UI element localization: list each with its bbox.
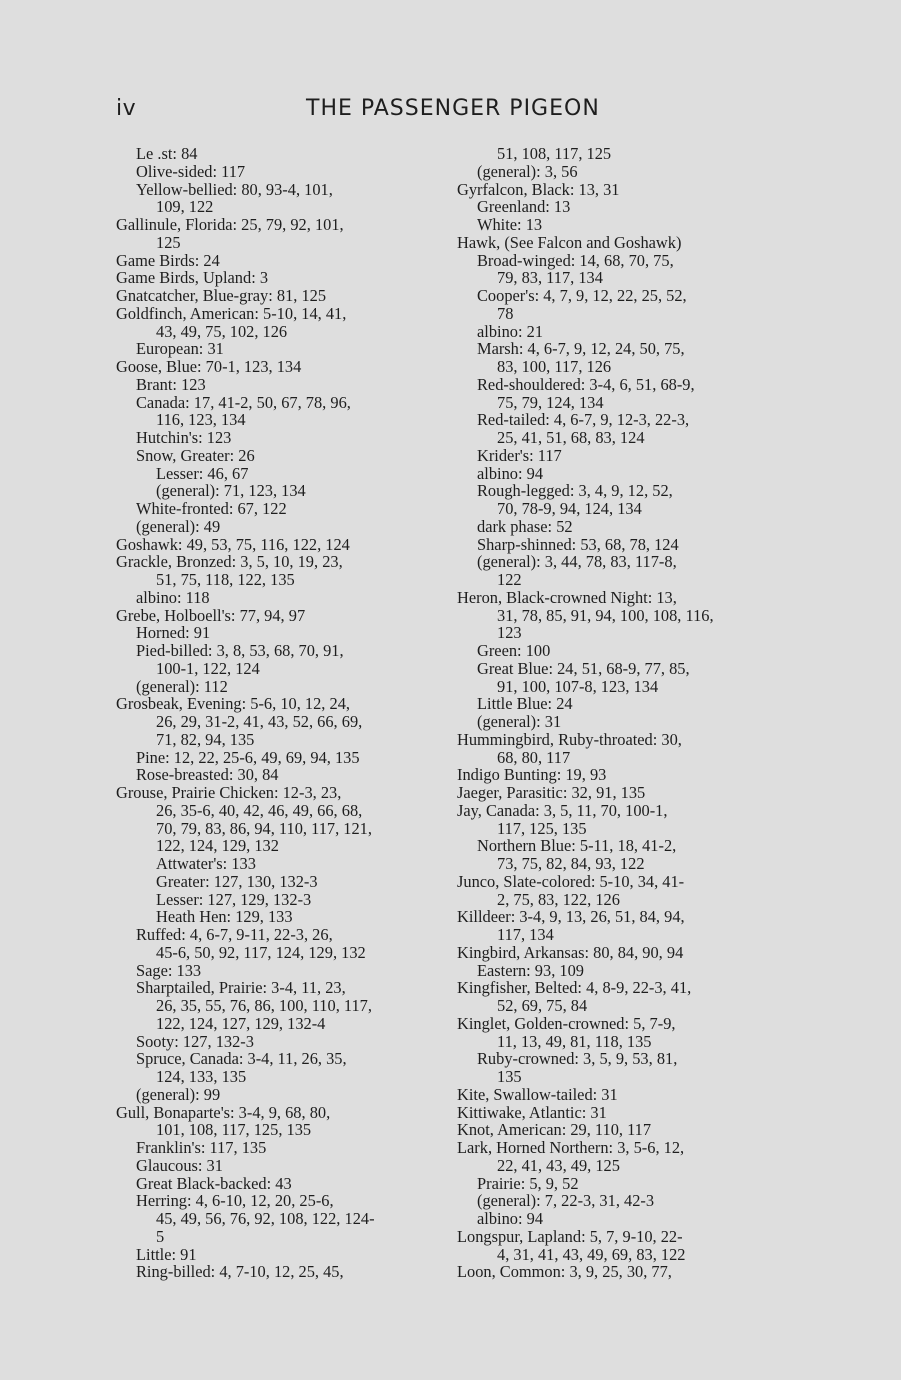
index-subentry: Great Black-backed: 43 [136,1173,292,1193]
index-subentry: Marsh: 4, 6-7, 9, 12, 24, 50, 75, [477,339,685,359]
index-subentry: Yellow-bellied: 80, 93-4, 101, [136,179,333,199]
index-entry: Gull, Bonaparte's: 3-4, 9, 68, 80, [116,1102,331,1122]
index-subentry: Canada: 17, 41-2, 50, 67, 78, 96, [136,392,351,412]
index-entry: Kittiwake, Atlantic: 31 [457,1102,607,1122]
index-entry: Game Birds: 24 [116,250,220,270]
index-continuation: 122, 124, 129, 132 [156,836,279,856]
index-subentry: albino: 118 [136,587,210,607]
index-subentry: Sharptailed, Prairie: 3-4, 11, 23, [136,978,346,998]
index-continuation: Lesser: 127, 129, 132-3 [156,889,312,909]
index-continuation: 109, 122 [156,197,214,217]
page-number: iv [116,96,137,121]
index-continuation: Attwater's: 133 [156,854,256,873]
index-continuation: 91, 100, 107-8, 123, 134 [497,676,659,696]
index-entry: Grouse, Prairie Chicken: 12-3, 23, [116,783,342,802]
index-continuation: 122, 124, 127, 129, 132-4 [156,1013,326,1033]
index-subentry: Cooper's: 4, 7, 9, 12, 22, 25, 52, [477,286,687,305]
index-subentry: Ruffed: 4, 6-7, 9-11, 22-3, 26, [136,925,333,944]
index-continuation: Greater: 127, 130, 132-3 [156,871,318,891]
index-subentry: Horned: 91 [136,623,211,643]
index-continuation: 75, 79, 124, 134 [497,392,604,412]
index-continuation: Heath Hen: 129, 133 [156,907,293,927]
index-subentry: Greenland: 13 [477,197,571,217]
index-entry: Kingbird, Arkansas: 80, 84, 90, 94 [457,942,684,962]
index-subentry: Rough-legged: 3, 4, 9, 12, 52, [477,481,673,501]
index-subentry: (general): 99 [136,1084,221,1104]
index-entry: Lark, Horned Northern: 3, 5-6, 12, [457,1138,685,1157]
index-entry: Killdeer: 3-4, 9, 13, 26, 51, 84, 94, [457,907,685,927]
index-subentry: Glaucous: 31 [136,1155,223,1175]
journal-title: THE PASSENGER PIGEON [306,96,600,121]
index-continuation: 43, 49, 75, 102, 126 [156,321,288,341]
index-entry: Jaeger, Parasitic: 32, 91, 135 [457,783,646,802]
index-entry: Jay, Canada: 3, 5, 11, 70, 100-1, [457,800,668,820]
index-subentry: White-fronted: 67, 122 [136,499,287,518]
index-continuation: 4, 31, 41, 43, 49, 69, 83, 122 [497,1244,686,1264]
index-subentry: Sage: 133 [136,960,202,980]
index-subentry: albino: 94 [477,463,544,483]
index-continuation: 51, 75, 118, 122, 135 [156,570,295,589]
index-subentry: (general): 31 [477,712,562,731]
index-subentry: Little: 91 [136,1244,197,1264]
index-subentry: Hutchin's: 123 [136,428,232,447]
index-entry: Goshawk: 49, 53, 75, 116, 122, 124 [116,534,350,554]
index-entry: Goose, Blue: 70-1, 123, 134 [116,357,302,376]
index-subentry: (general): 7, 22-3, 31, 42-3 [477,1191,655,1211]
index-continuation: 5 [156,1226,165,1246]
index-subentry: Prairie: 5, 9, 52 [477,1173,579,1193]
index-entry: Kingfisher, Belted: 4, 8-9, 22-3, 41, [457,978,692,998]
index-continuation: 117, 134 [497,925,554,944]
index-continuation: 68, 80, 117 [497,747,571,767]
index-entry: Loon, Common: 3, 9, 25, 30, 77, [457,1262,672,1282]
index-continuation: 123 [497,623,522,643]
index-continuation: 83, 100, 117, 126 [497,357,612,376]
index-entry: Hummingbird, Ruby-throated: 30, [457,729,682,749]
index-continuation: 78 [497,303,514,323]
index-continuation: 26, 35, 55, 76, 86, 100, 110, 117, [156,996,372,1015]
index-subentry: Le .st: 84 [136,144,198,163]
index-subentry: Green: 100 [477,641,551,660]
index-continuation: 26, 35-6, 40, 42, 46, 49, 66, 68, [156,800,363,820]
index-entry: Heron, Black-crowned Night: 13, [457,587,677,607]
index-continuation: 25, 41, 51, 68, 83, 124 [497,428,645,447]
index-continuation: 79, 83, 117, 134 [497,268,603,288]
index-entry: Hawk, (See Falcon and Goshawk) [457,232,682,252]
index-entry: Game Birds, Upland: 3 [116,268,269,288]
index-continuation: 52, 69, 75, 84 [497,996,588,1015]
index-continuation: 125 [156,232,181,252]
index-subentry: Spruce, Canada: 3-4, 11, 26, 35, [136,1049,347,1069]
index-subentry: Ruby-crowned: 3, 5, 9, 53, 81, [477,1049,678,1069]
index-subentry: Sooty: 127, 132-3 [136,1031,254,1051]
index-subentry: dark phase: 52 [477,516,573,536]
index-continuation: 2, 75, 83, 122, 126 [497,889,620,909]
index-subentry: Little Blue: 24 [477,694,573,714]
index-subentry: (general): 49 [136,516,221,536]
index-continuation: 26, 29, 31-2, 41, 43, 52, 66, 69, [156,712,363,731]
index-continuation: 70, 78-9, 94, 124, 134 [497,499,642,518]
index-entry: Grackle, Bronzed: 3, 5, 10, 19, 23, [116,552,343,572]
page-header [116,96,796,126]
index-subentry: Pine: 12, 22, 25-6, 49, 69, 94, 135 [136,747,360,767]
index-subentry: (general): 3, 56 [477,161,578,181]
index-subentry: Red-tailed: 4, 6-7, 9, 12-3, 22-3, [477,410,690,430]
index-continuation: 101, 108, 117, 125, 135 [156,1120,312,1140]
index-continuation: 116, 123, 134 [156,410,246,430]
index-entry: Grebe, Holboell's: 77, 94, 97 [116,605,306,625]
index-entry: Junco, Slate-colored: 5-10, 34, 41- [457,871,685,891]
index-continuation: Lesser: 46, 67 [156,463,249,483]
index-entry: Grosbeak, Evening: 5-6, 10, 12, 24, [116,694,350,714]
index-continuation: 70, 79, 83, 86, 94, 110, 117, 121, [156,818,372,838]
index-entry: Knot, American: 29, 110, 117 [457,1120,652,1140]
index-entry: Kite, Swallow-tailed: 31 [457,1084,618,1104]
index-continuation: 31, 78, 85, 91, 94, 100, 108, 116, [497,605,714,625]
index-continuation: (general): 71, 123, 134 [156,481,306,501]
index-subentry: Franklin's: 117, 135 [136,1138,267,1157]
index-continuation: 45, 49, 56, 76, 92, 108, 122, 124- [156,1209,375,1228]
index-continuation: 45-6, 50, 92, 117, 124, 129, 132 [156,942,366,962]
index-continuation: 11, 13, 49, 81, 118, 135 [497,1031,652,1051]
index-subentry: Northern Blue: 5-11, 18, 41-2, [477,836,677,856]
index-subentry: Brant: 123 [136,374,206,394]
index-subentry: albino: 21 [477,321,544,341]
index-column-left [116,145,436,1281]
index-continuation: 122 [497,570,522,589]
index-continuation: 135 [497,1067,522,1086]
index-entry: Kinglet, Golden-crowned: 5, 7-9, [457,1013,676,1033]
index-subentry: Ring-billed: 4, 7-10, 12, 25, 45, [136,1262,344,1282]
index-subentry: Eastern: 93, 109 [477,960,584,980]
index-continuation: 73, 75, 82, 84, 93, 122 [497,854,645,873]
index-entry: Gnatcatcher, Blue-gray: 81, 125 [116,286,327,305]
index-continuation: 71, 82, 94, 135 [156,729,255,749]
index-entry: Longspur, Lapland: 5, 7, 9-10, 22- [457,1226,683,1246]
index-subentry: Pied-billed: 3, 8, 53, 68, 70, 91, [136,641,344,660]
index-subentry: Snow, Greater: 26 [136,445,255,465]
index-subentry: European: 31 [136,339,224,359]
index-subentry: Sharp-shinned: 53, 68, 78, 124 [477,534,679,554]
index-subentry: White: 13 [477,215,543,234]
index-subentry: Herring: 4, 6-10, 12, 20, 25-6, [136,1191,334,1211]
index-subentry: albino: 94 [477,1209,544,1228]
index-entry: Gyrfalcon, Black: 13, 31 [457,179,620,199]
index-subentry: (general): 3, 44, 78, 83, 117-8, [477,552,677,572]
index-continuation: 51, 108, 117, 125 [497,144,612,163]
index-subentry: Olive-sided: 117 [136,161,246,181]
index-subentry: Red-shouldered: 3-4, 6, 51, 68-9, [477,374,695,394]
index-subentry: (general): 112 [136,676,228,696]
index-entry: Gallinule, Florida: 25, 79, 92, 101, [116,215,344,234]
index-continuation: 124, 133, 135 [156,1067,247,1086]
index-subentry: Great Blue: 24, 51, 68-9, 77, 85, [477,658,690,678]
index-subentry: Broad-winged: 14, 68, 70, 75, [477,250,674,270]
index-subentry: Rose-breasted: 30, 84 [136,765,279,785]
index-entry: Goldfinch, American: 5-10, 14, 41, [116,303,347,323]
index-column-right [457,145,777,1281]
index-continuation: 22, 41, 43, 49, 125 [497,1155,620,1175]
index-continuation: 100-1, 122, 124 [156,658,260,678]
index-continuation: 117, 125, 135 [497,818,587,838]
index-entry: Indigo Bunting: 19, 93 [457,765,607,785]
index-subentry: Krider's: 117 [477,445,562,465]
